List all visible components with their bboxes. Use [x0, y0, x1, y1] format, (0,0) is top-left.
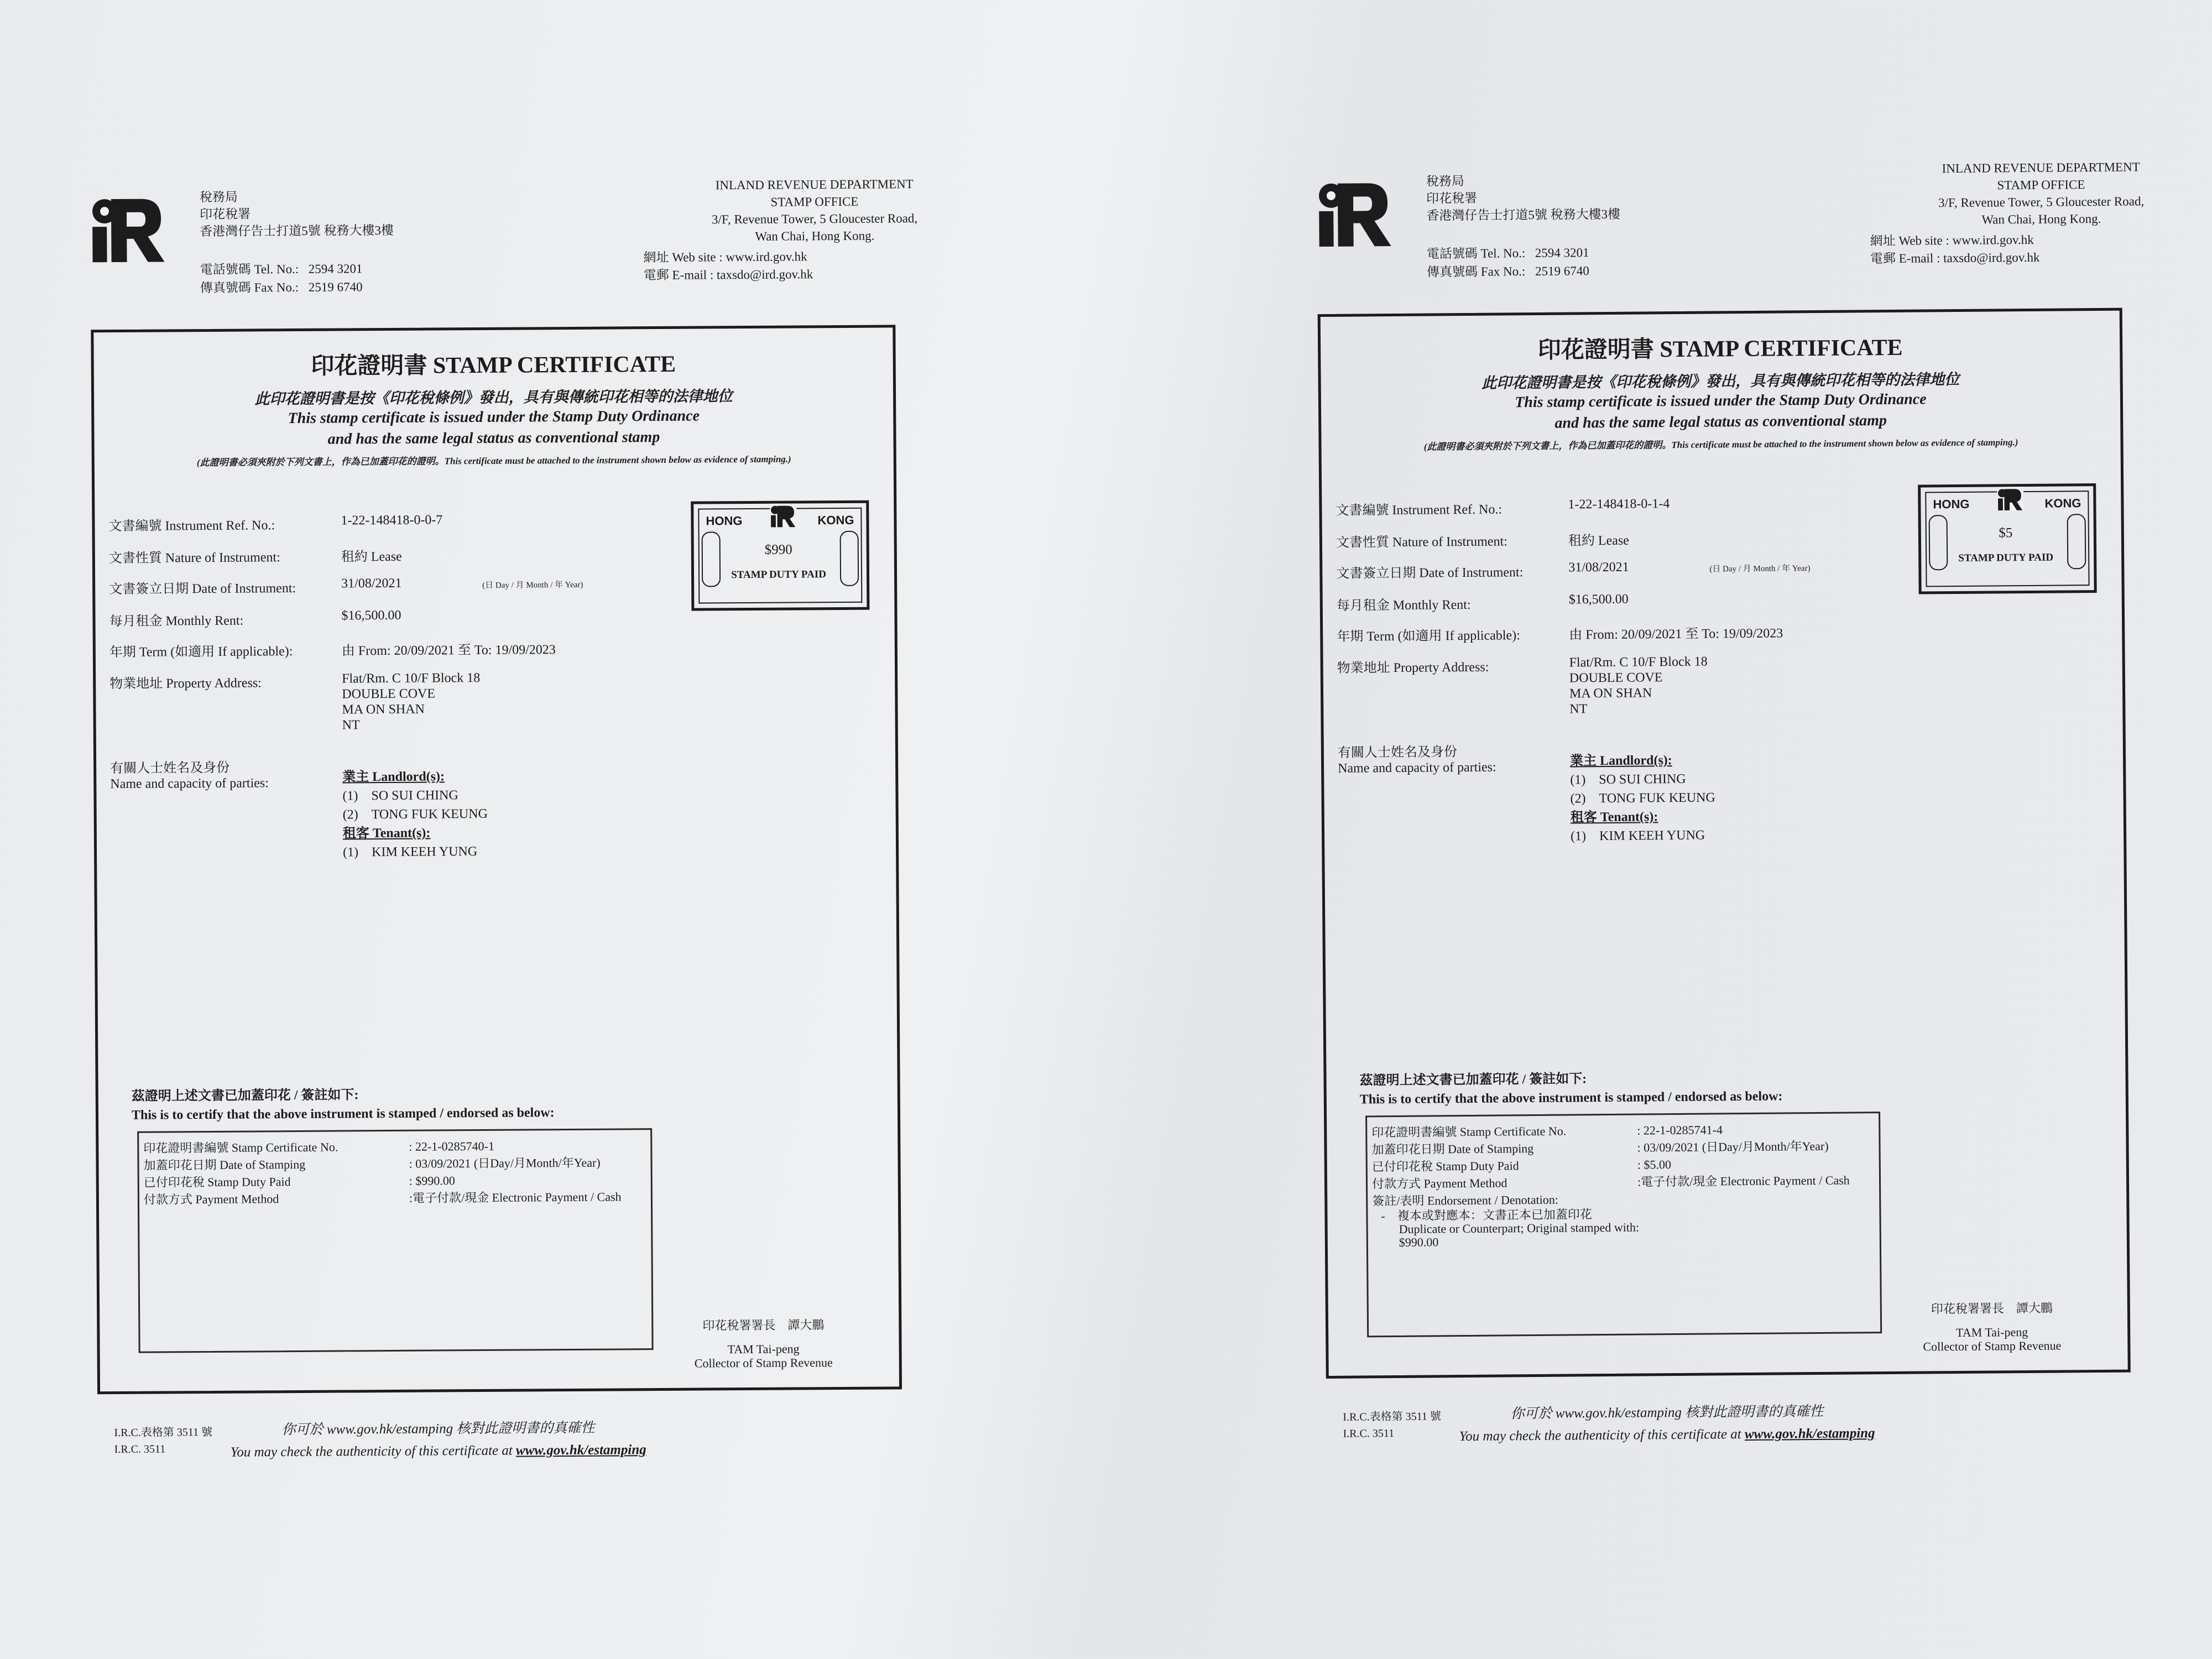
field-nature	[1335, 527, 1889, 550]
field-label: 文書簽立日期 Date of Instrument:	[109, 581, 296, 597]
fax-label: 傳真號碼 Fax No.:	[200, 280, 299, 295]
certify-en: This is to certify that the above instrument is stamped / endorsed as below:	[1359, 1089, 1783, 1107]
signature-block	[680, 1318, 847, 1370]
dept-line: 印花稅署	[199, 207, 251, 222]
address-lines	[342, 670, 481, 733]
date-value: 31/08/2021	[341, 576, 402, 591]
field-term	[1337, 621, 1890, 644]
certificate-title: 印花證明書 STAMP CERTIFICATE	[311, 351, 676, 379]
certification-statement	[132, 1084, 555, 1125]
fax-value: 2519 6740	[308, 280, 363, 294]
seal-hong-text: HONG	[706, 514, 743, 528]
website-text: 網址 Web site : www.ird.gov.hk	[1870, 232, 2034, 248]
estamping-link[interactable]: www.gov.hk/estamping	[1744, 1426, 1875, 1442]
field-label: 文書性質 Nature of Instrument:	[108, 550, 280, 566]
rent-value: $16,500.00	[341, 608, 401, 623]
detail-label: 印花證明書編號 Stamp Certificate No.	[143, 1140, 338, 1155]
parties-label	[1338, 744, 1496, 776]
date-format-hint: (日 Day / 月 Month / 年 Year)	[482, 580, 583, 590]
dept-line: 稅務局	[199, 190, 238, 205]
dept-en-line: INLAND REVENUE DEPARTMENT	[715, 177, 914, 192]
tel-value: 2594 3201	[1535, 246, 1589, 260]
subtitle-cn: 此印花證明書是按《印花稅條例》發出，具有與傳統印花相等的法律地位	[1481, 371, 1960, 392]
contact-numbers	[200, 259, 363, 297]
subtitle-en-2: and has the same legal status as conventional stamp	[1554, 412, 1887, 432]
signature-cn: 印花稅署署長 譚大鵬	[702, 1318, 825, 1333]
tel-value: 2594 3201	[308, 262, 363, 276]
email-text: 電郵 E-mail : taxsdo@ird.gov.hk	[1870, 250, 2040, 266]
stamp-certificate-duplicate	[1316, 145, 2212, 1509]
dept-line: 稅務局	[1426, 174, 1464, 189]
dept-en-line: Wan Chai, Hong Kong.	[755, 228, 875, 243]
email-text: 電郵 E-mail : taxsdo@ird.gov.hk	[643, 267, 813, 283]
parties-list	[1570, 750, 1716, 846]
department-name-cn	[200, 187, 394, 240]
date-stamping-value: : 03/09/2021 (日Day/月Month/年Year)	[1637, 1139, 1829, 1155]
address-line: NT	[342, 718, 360, 733]
seal-amount: $990	[764, 542, 792, 557]
signature-cn: 印花稅署署長 譚大鵬	[1931, 1301, 2053, 1316]
dept-en-line: Wan Chai, Hong Kong.	[1981, 211, 2101, 227]
dept-en-line: 3/F, Revenue Tower, 5 Gloucester Road,	[711, 211, 918, 227]
department-links	[643, 248, 813, 284]
certify-cn: 茲證明上述文書已加蓋印花 / 簽註如下:	[1359, 1072, 1587, 1088]
parties-label-cn: 有關人士姓名及身份	[110, 760, 230, 776]
form-number-en: I.R.C. 3511	[114, 1443, 166, 1456]
denotation-text	[1372, 1208, 1639, 1250]
signature-block	[1909, 1301, 2075, 1353]
parties-label-en: Name and capacity of parties:	[110, 776, 269, 792]
stamping-details-box	[137, 1128, 653, 1353]
certificate-box	[91, 325, 902, 1394]
subtitle-en-1: This stamp certificate is issued under the Stamp Duty Ordinance	[1515, 390, 1927, 411]
field-date	[1336, 558, 1889, 581]
tenant-entry: (1) KIM KEEH YUNG	[1571, 828, 1705, 844]
field-label: 文書性質 Nature of Instrument:	[1335, 534, 1507, 550]
field-label: 年期 Term (如適用 If applicable):	[1337, 628, 1520, 644]
seal-ird-logo	[770, 503, 796, 528]
duty-paid-value: : $5.00	[1637, 1157, 1672, 1172]
certify-cn: 茲證明上述文書已加蓋印花 / 簽註如下:	[131, 1088, 359, 1104]
contact-numbers	[1427, 243, 1589, 281]
subtitle-en-2: and has the same legal status as conventional stamp	[327, 428, 660, 448]
field-address	[109, 669, 662, 733]
authenticity-en: You may check the authenticity of this certificate at	[1459, 1427, 1741, 1444]
department-name-en	[621, 175, 1009, 246]
payment-value: :電子付款/現金 Electronic Payment / Cash	[1637, 1173, 1850, 1189]
term-value: 由 From: 20/09/2021 至 To: 19/09/2023	[1569, 626, 1783, 643]
address-line: Flat/Rm. C 10/F Block 18	[1569, 654, 1708, 670]
address-line: NT	[1569, 702, 1588, 717]
duty-paid-value: : $990.00	[409, 1173, 455, 1188]
website-text: 網址 Web site : www.ird.gov.hk	[643, 249, 807, 265]
parties-list	[342, 767, 488, 862]
seal-amount: $5	[1999, 525, 2013, 541]
landlord-header: 業主 Landlord(s):	[342, 769, 445, 785]
dept-line: 印花稅署	[1426, 191, 1478, 206]
denotation-line: - 複本或對應本：文書正本已加蓋印花	[1381, 1207, 1592, 1223]
certify-en: This is to certify that the above instrument is stamped / endorsed as below:	[131, 1105, 555, 1123]
detail-label: 付款方式 Payment Method	[143, 1192, 279, 1207]
dept-en-line: INLAND REVENUE DEPARTMENT	[1942, 160, 2140, 176]
detail-label: 已付印花稅 Stamp Duty Paid	[1371, 1159, 1519, 1174]
dept-en-line: 3/F, Revenue Tower, 5 Gloucester Road,	[1938, 194, 2145, 210]
subtitle-note: (此證明書必須夾附於下列文書上，作為已加蓋印花的證明。This certificate must be attached to the instrument shown below as evidence of stamping.)	[1423, 437, 2018, 452]
detail-label: 簽註/表明 Endorsement / Denotation:	[1372, 1192, 1559, 1208]
instrument-ref-value: 1-22-148418-0-1-4	[1568, 497, 1670, 512]
form-number-en: I.R.C. 3511	[1343, 1427, 1395, 1440]
dept-line: 香港灣仔告士打道5號 稅務大樓3樓	[1426, 207, 1621, 223]
landlord-entry: (2) TONG FUK KEUNG	[342, 806, 488, 822]
field-nature	[108, 544, 662, 566]
department-links	[1870, 231, 2040, 268]
field-instrument-ref	[108, 512, 661, 534]
rent-value: $16,500.00	[1568, 592, 1629, 607]
landlord-entry: (2) TONG FUK KEUNG	[1570, 790, 1715, 806]
landlord-entry: (1) SO SUI CHING	[342, 788, 458, 804]
stamp-certificate-original	[90, 163, 1232, 1524]
field-label: 物業地址 Property Address:	[109, 676, 262, 692]
tenant-header: 租客 Tenant(s):	[1570, 810, 1658, 825]
ird-logo	[1317, 176, 1395, 249]
field-rent	[1336, 590, 1890, 613]
cert-no-value: : 22-1-0285741-4	[1637, 1123, 1723, 1138]
tenant-entry: (1) KIM KEEH YUNG	[343, 844, 478, 860]
address-lines	[1569, 654, 1708, 717]
row-payment	[1371, 1173, 1850, 1193]
certificate-box	[1318, 308, 2131, 1379]
row-duty-paid	[143, 1173, 455, 1191]
field-label: 年期 Term (如適用 If applicable):	[109, 644, 293, 660]
signature-title: Collector of Stamp Revenue	[694, 1355, 833, 1370]
stamping-details-box	[1365, 1112, 1882, 1337]
date-value: 31/08/2021	[1568, 560, 1629, 575]
signature-title: Collector of Stamp Revenue	[1923, 1338, 2062, 1354]
dept-en-line: STAMP OFFICE	[770, 194, 859, 209]
parties-label	[110, 760, 269, 792]
address-line: DOUBLE COVE	[342, 686, 436, 702]
seal-kong-text: KONG	[817, 513, 854, 528]
dept-en-line: STAMP OFFICE	[1997, 178, 2085, 192]
seal-paid-text: STAMP DUTY PAID	[731, 568, 826, 581]
detail-label: 印花證明書編號 Stamp Certificate No.	[1371, 1124, 1567, 1140]
date-format-hint: (日 Day / 月 Month / 年 Year)	[1709, 564, 1811, 574]
field-date	[109, 575, 662, 597]
parties-label-en: Name and capacity of parties:	[1338, 760, 1496, 776]
subtitle-note: (此證明書必須夾附於下列文書上，作為已加蓋印花的證明。This certificate must be attached to the instrument shown below as evidence of stamping.)	[196, 453, 791, 468]
estamping-link[interactable]: www.gov.hk/estamping	[515, 1442, 646, 1458]
field-label: 物業地址 Property Address:	[1337, 660, 1489, 676]
row-cert-no	[143, 1139, 495, 1157]
stamp-duty-paid-seal	[691, 500, 869, 611]
form-number	[1343, 1408, 1441, 1442]
detail-label: 付款方式 Payment Method	[1371, 1176, 1507, 1191]
term-value: 由 From: 20/09/2021 至 To: 19/09/2023	[341, 643, 556, 659]
authenticity-note	[1459, 1400, 1875, 1448]
row-endorsement	[1372, 1191, 1639, 1210]
seal-kong-text: KONG	[2044, 496, 2081, 510]
denotation-line: Duplicate or Counterpart; Original stamped with:	[1399, 1220, 1640, 1236]
field-label: 文書編號 Instrument Ref. No.:	[1335, 502, 1503, 518]
detail-label: 已付印花稅 Stamp Duty Paid	[143, 1175, 291, 1190]
signature-name: TAM Tai-peng	[1956, 1325, 2028, 1340]
detail-label: 加蓋印花日期 Date of Stamping	[1371, 1141, 1534, 1157]
authenticity-en: You may check the authenticity of this certificate at	[230, 1443, 513, 1460]
date-stamping-value: : 03/09/2021 (日Day/月Month/年Year)	[409, 1155, 601, 1171]
address-line: MA ON SHAN	[342, 702, 425, 717]
field-instrument-ref	[1335, 495, 1888, 518]
address-line: MA ON SHAN	[1569, 686, 1652, 701]
seal-ird-logo	[1997, 487, 2023, 511]
row-date-stamping	[143, 1155, 601, 1174]
field-term	[109, 638, 662, 660]
row-duty-paid	[1371, 1156, 1672, 1176]
field-label: 每月租金 Monthly Rent:	[1336, 597, 1471, 613]
form-number-cn: I.R.C.表格第 3511 號	[114, 1426, 213, 1439]
form-number	[114, 1424, 212, 1458]
seal-paid-text: STAMP DUTY PAID	[1958, 551, 2054, 564]
authenticity-cn: 你可於 www.gov.hk/estamping 核對此證明書的真確性	[1510, 1404, 1824, 1422]
ird-logo	[90, 192, 168, 264]
department-name-en	[1848, 158, 2212, 229]
instrument-ref-value: 1-22-148418-0-0-7	[341, 513, 443, 528]
department-name-cn	[1426, 171, 1620, 225]
field-label: 每月租金 Monthly Rent:	[109, 613, 244, 629]
subtitle-en-1: This stamp certificate is issued under the Stamp Duty Ordinance	[288, 407, 700, 427]
landlord-entry: (1) SO SUI CHING	[1570, 771, 1686, 787]
parties-label-cn: 有關人士姓名及身份	[1337, 745, 1458, 760]
subtitle-cn: 此印花證明書是按《印花稅條例》發出，具有與傳統印花相等的法律地位	[254, 388, 733, 408]
detail-label: 加蓋印花日期 Date of Stamping	[143, 1157, 306, 1172]
seal-hong-text: HONG	[1933, 497, 1970, 512]
fax-label: 傳真號碼 Fax No.:	[1426, 264, 1526, 279]
authenticity-cn: 你可於 www.gov.hk/estamping 核對此證明書的真確性	[281, 1420, 595, 1438]
stamp-duty-paid-seal	[1918, 483, 2097, 594]
address-line: DOUBLE COVE	[1569, 670, 1663, 686]
signature-name: TAM Tai-peng	[727, 1342, 800, 1357]
row-payment	[143, 1190, 622, 1208]
dept-line: 香港灣仔告士打道5號 稅務大樓3樓	[200, 223, 394, 239]
field-label: 文書簽立日期 Date of Instrument:	[1336, 565, 1524, 581]
row-cert-no	[1371, 1122, 1723, 1141]
tel-label: 電話號碼 Tel. No.:	[1426, 246, 1526, 261]
denotation-line: $990.00	[1399, 1235, 1439, 1249]
stamping-details	[1371, 1122, 1850, 1250]
payment-value: :電子付款/現金 Electronic Payment / Cash	[409, 1190, 622, 1205]
row-date-stamping	[1371, 1139, 1829, 1159]
fax-value: 2519 6740	[1535, 264, 1589, 278]
tenant-header: 租客 Tenant(s):	[342, 826, 431, 841]
form-number-cn: I.R.C.表格第 3511 號	[1343, 1410, 1442, 1423]
stamping-details	[143, 1139, 622, 1208]
cert-no-value: : 22-1-0285740-1	[409, 1139, 495, 1154]
field-label: 文書編號 Instrument Ref. No.:	[108, 518, 275, 534]
nature-value: 租約 Lease	[1568, 533, 1629, 549]
certificate-title: 印花證明書 STAMP CERTIFICATE	[1537, 335, 1903, 363]
field-address	[1337, 653, 1890, 717]
certification-statement	[1359, 1068, 1782, 1109]
tel-label: 電話號碼 Tel. No.:	[200, 262, 299, 277]
authenticity-note	[230, 1417, 646, 1464]
landlord-header: 業主 Landlord(s):	[1569, 753, 1672, 769]
nature-value: 租約 Lease	[341, 549, 402, 565]
address-line: Flat/Rm. C 10/F Block 18	[342, 670, 481, 686]
field-rent	[109, 607, 662, 629]
